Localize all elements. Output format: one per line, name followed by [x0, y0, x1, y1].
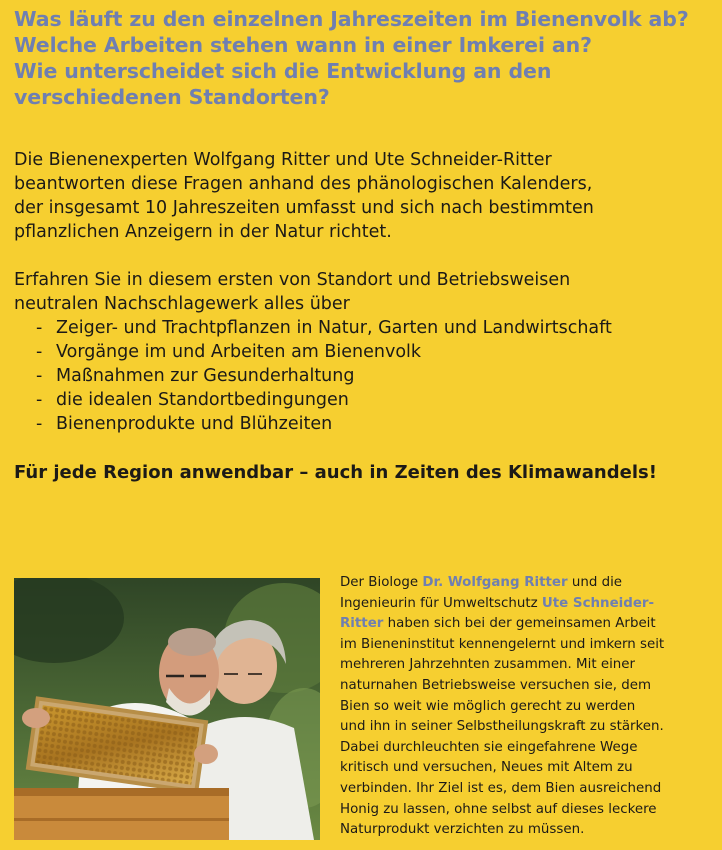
headline-line: verschiedenen Standorten? — [14, 85, 330, 109]
dash-bullet: - — [36, 318, 43, 338]
intro-line: der insgesamt 10 Jahreszeiten umfasst und sich nach bestimmten — [14, 198, 594, 218]
topic-list — [36, 316, 612, 436]
beekeepers-photo — [14, 578, 320, 840]
author-name-ute-schneider-ritter: Ute Schneider- — [541, 595, 655, 611]
bio-line: Naturprodukt verzichten zu müssen. — [340, 822, 585, 838]
intro-line: beantworten diese Fragen anhand des phänologischen Kalenders, — [14, 174, 593, 194]
bio-line: im Bieneninstitut kennengelernt und imkern seit — [340, 636, 665, 652]
bio-line: Honig zu lassen, ohne selbst auf dieses leckere — [340, 801, 657, 817]
list-intro — [14, 268, 714, 316]
list-intro-line: Erfahren Sie in diesem ersten von Standort und Betriebsweisen — [14, 270, 571, 290]
bio-line: und ihn in seiner Selbstheilungskraft zu stärken. — [340, 719, 664, 735]
list-intro-line: neutralen Nachschlagewerk alles über — [14, 294, 350, 314]
beekeepers-illustration — [14, 578, 320, 840]
topic-item — [36, 388, 612, 412]
author-name-ute-schneider-ritter: Ritter — [340, 616, 384, 632]
topic-label: Zeiger- und Trachtpflanzen in Natur, Garten und Landwirtschaft — [56, 318, 612, 338]
dash-bullet: - — [36, 414, 43, 434]
topic-label: Vorgänge im und Arbeiten am Bienenvolk — [56, 342, 422, 362]
bio-line: kritisch und versuchen, Neues mit Altem zu — [340, 760, 633, 776]
bio-line: verbinden. Ihr Ziel ist es, dem Bien ausreichend — [340, 780, 662, 796]
intro-line: pflanzlichen Anzeigern in der Natur richtet. — [14, 222, 392, 242]
author-bio — [340, 573, 715, 841]
topic-label: Bienenprodukte und Blühzeiten — [56, 414, 333, 434]
bio-line: Bien so weit wie möglich gerecht zu werden — [340, 698, 636, 714]
intro-line: Die Bienenexperten Wolfgang Ritter und Ute Schneider-Ritter — [14, 150, 552, 170]
bio-line: Ingenieurin für Umweltschutz Ute Schneider- — [340, 595, 655, 611]
headline-line: Wie unterscheidet sich die Entwicklung an den — [14, 59, 552, 83]
dash-bullet: - — [36, 390, 43, 410]
topic-item — [36, 340, 612, 364]
dash-bullet: - — [36, 366, 43, 386]
bio-line: naturnahen Betriebsweise versuchen sie, dem — [340, 677, 652, 693]
bio-line: Ritter haben sich bei der gemeinsamen Arbeit — [340, 616, 656, 632]
topic-item — [36, 364, 612, 388]
headline-questions — [14, 6, 714, 110]
bio-line: Dabei durchleuchten sie eingefahrene Wege — [340, 739, 638, 755]
bio-line: Der Biologe Dr. Wolfgang Ritter und die — [340, 575, 623, 590]
headline-line: Welche Arbeiten stehen wann in einer Imkerei an? — [14, 33, 592, 57]
topic-item — [36, 412, 612, 436]
topic-item — [36, 316, 612, 340]
intro-paragraph — [14, 148, 714, 244]
bio-line: mehreren Jahrzehnten zusammen. Mit einer — [340, 657, 636, 673]
topic-label: die idealen Standortbedingungen — [56, 390, 349, 410]
dash-bullet: - — [36, 342, 43, 362]
topic-label: Maßnahmen zur Gesunderhaltung — [56, 366, 355, 386]
tagline: Für jede Region anwendbar – auch in Zeiten des Klimawandels! — [14, 462, 657, 483]
author-name-wolfgang-ritter: Dr. Wolfgang Ritter — [422, 575, 568, 590]
headline-line: Was läuft zu den einzelnen Jahreszeiten im Bienenvolk ab? — [14, 7, 689, 31]
